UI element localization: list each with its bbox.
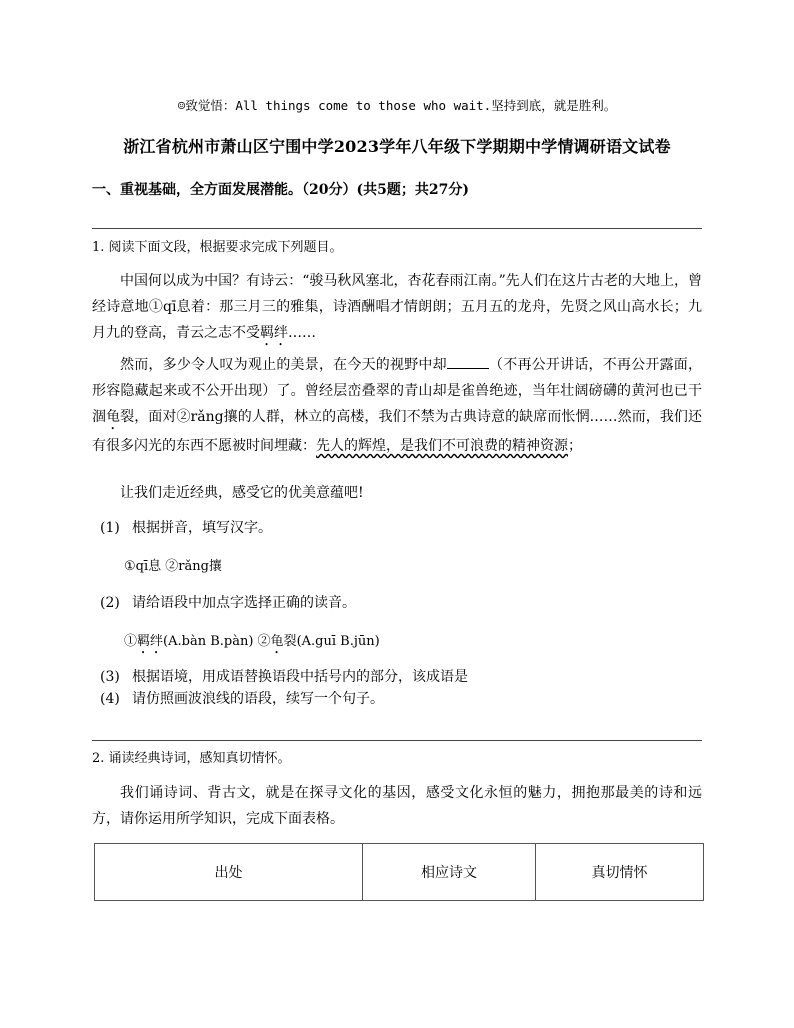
q1-p1-text: 中国何以成为中国？有诗云：“骏马秋风塞北，杏花春雨江南。”先人们在这片古老的大地上，曾经诗意地①qī息着：那三月三的雅集，诗酒酬唱才情朗朗；五月五的龙舟，先贤之风山高水长；九月九的登高，青云之志不受 xyxy=(92,273,702,341)
motto-line: ☺致觉悟：All things come to those who wait.坚持到底，就是胜利。 xyxy=(177,98,617,113)
q1-p2-dotted-char: 龟 xyxy=(106,409,121,425)
q2-paragraph-1: 我们诵诗词、背古文，就是在探寻文化的基因，感受文化永恒的魅力，拥抱那最美的诗和远方，请你运用所学知识，完成下面表格。 xyxy=(92,785,702,827)
q1-paragraph-2 xyxy=(92,352,702,459)
table-header-poem: 相应诗文 xyxy=(363,844,536,901)
q1-sub-2 xyxy=(100,592,356,612)
ans-part: (A.bàn B.pàn) ② xyxy=(163,634,271,649)
sub-text: 根据拼音，填写汉字。 xyxy=(132,520,272,536)
ans-dotted-word-2: 龟 xyxy=(270,634,284,649)
q1-p2-end: ； xyxy=(568,438,582,454)
q1-p1-dotted-word: 羁绊 xyxy=(260,325,288,341)
ans-dotted-word-1: 羁绊 xyxy=(137,634,164,649)
q1-p2-wavy-sentence: 先人的辉煌，是我们不可浪费的精神资源 xyxy=(316,438,568,454)
exam-title: 浙江省杭州市萧山区宁围中学2023学年八年级下学期期中学情调研语文试卷 xyxy=(123,137,671,156)
sub-number: (3) xyxy=(100,669,120,685)
table-header-source: 出处 xyxy=(95,844,363,901)
q1-p1-end: …… xyxy=(288,325,316,341)
sub-text: 请给语段中加点字选择正确的读音。 xyxy=(132,595,356,611)
divider-q1 xyxy=(92,228,702,229)
q1-paragraph-3: 让我们走近经典，感受它的优美意蕴吧! xyxy=(120,485,364,501)
sub-number: (1) xyxy=(100,520,120,536)
table-header-feeling: 真切情怀 xyxy=(536,844,704,901)
divider-q2 xyxy=(92,740,702,741)
q1-sub-3 xyxy=(100,666,468,686)
table-header-row xyxy=(95,844,704,901)
sub-number: (4) xyxy=(100,691,120,707)
q1-paragraph-1 xyxy=(92,268,702,349)
sub-number: (2) xyxy=(100,595,120,611)
answer-blank[interactable] xyxy=(447,354,489,369)
question-1-stem: 1. 阅读下面文段，根据要求完成下列题目。 xyxy=(92,240,343,255)
q1-sub-1 xyxy=(100,517,272,537)
q1-p2-part-a: 然而，多少令人叹为观止的美景，在今天的视野中却 xyxy=(120,357,447,373)
q1-sub-1-answer: ①qī息 ②rǎng攘 xyxy=(124,559,222,574)
q1-p2-part-b: （不再公开讲话，不再公开露面，形容隐藏起来或不公开出现）了。曾经层峦叠翠的青山却是雀兽绝迹，当年壮阔磅礴的黄河也已干涸 xyxy=(92,357,703,425)
ans-part: ① xyxy=(124,634,138,649)
poetry-table xyxy=(94,843,704,901)
sub-text: 根据语境，用成语替换语段中括号内的部分，该成语是 xyxy=(132,669,468,685)
q1-sub-2-answer xyxy=(124,630,380,657)
question-2-stem: 2. 诵读经典诗词，感知真切情怀。 xyxy=(92,751,291,766)
q1-p2-part-c: 裂，面对②rǎng攘的人群，林立的高楼，我们不禁为古典诗意的缺席而怅惘……然而，我们还有很多闪光的东西不愿被时间埋藏： xyxy=(92,409,703,454)
section-heading: 一、重视基础，全方面发展潜能。（20分）(共5题；共27分) xyxy=(92,182,469,198)
q1-sub-4 xyxy=(100,688,384,708)
ans-part: 裂(A.guī B.jūn) xyxy=(283,634,380,649)
sub-text: 请仿照画波浪线的语段，续写一个句子。 xyxy=(132,691,384,707)
